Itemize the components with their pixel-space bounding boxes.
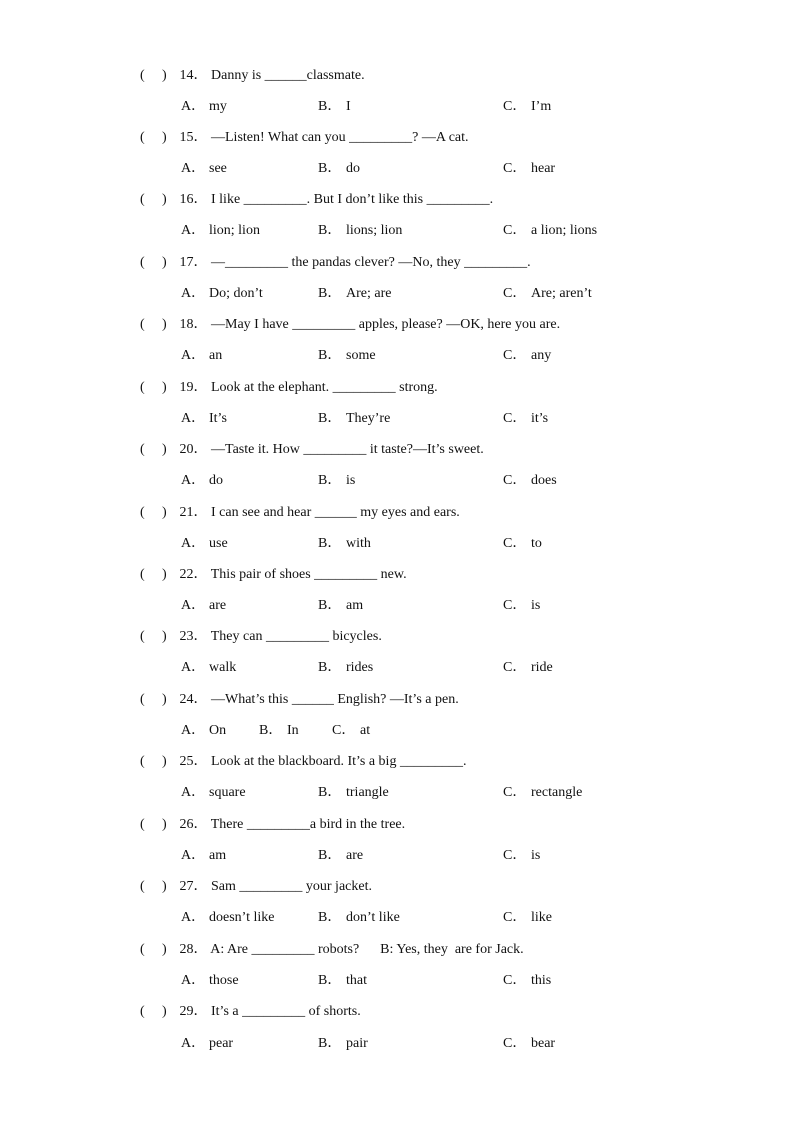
- answer-paren-close: ): [162, 629, 167, 644]
- option-b: [259, 721, 299, 741]
- option-a: [181, 658, 236, 678]
- question-21: [0, 503, 794, 565]
- option-letter: B．: [318, 848, 342, 863]
- answer-paren-close: ): [162, 442, 167, 457]
- question-stem: [140, 690, 459, 710]
- option-text: I: [346, 99, 351, 114]
- option-letter: A．: [181, 973, 206, 988]
- option-letter: A．: [181, 536, 206, 551]
- option-text: On: [209, 723, 227, 738]
- option-text: are: [209, 598, 227, 613]
- question-number: 21．: [179, 505, 208, 520]
- option-text: do: [346, 161, 360, 176]
- answer-paren-open: (: [140, 380, 145, 395]
- question-stem: [140, 128, 469, 148]
- option-b: [318, 284, 391, 304]
- option-letter: A．: [181, 161, 206, 176]
- option-a: [181, 1034, 233, 1054]
- question-number: 28．: [179, 942, 208, 957]
- option-letter: A．: [181, 910, 206, 925]
- option-text: pear: [209, 1036, 234, 1051]
- question-number: 25．: [179, 754, 208, 769]
- option-letter: C．: [503, 348, 527, 363]
- option-c: [503, 658, 553, 678]
- option-b: [318, 1034, 368, 1054]
- option-text: it’s: [531, 411, 549, 426]
- question-number: 16．: [179, 192, 208, 207]
- answer-paren-open: (: [140, 68, 145, 83]
- option-a: [181, 596, 226, 616]
- option-c: [503, 596, 540, 616]
- question-text: —_________ the pandas clever? —No, they _________.: [211, 255, 531, 270]
- option-text: use: [209, 536, 228, 551]
- option-text: am: [209, 848, 227, 863]
- question-text: I like _________. But I don’t like this _________.: [211, 192, 494, 207]
- question-number: 26．: [179, 817, 208, 832]
- option-text: rides: [346, 660, 374, 675]
- question-stem: [140, 1002, 361, 1022]
- option-text: triangle: [346, 785, 389, 800]
- question-number: 19．: [179, 380, 208, 395]
- option-text: ride: [531, 660, 553, 675]
- option-letter: C．: [503, 536, 527, 551]
- question-stem: [140, 378, 438, 398]
- question-17: [0, 253, 794, 315]
- option-text: bear: [531, 1036, 556, 1051]
- question-number: 29．: [179, 1004, 208, 1019]
- option-letter: C．: [503, 286, 527, 301]
- option-c: [503, 908, 552, 928]
- option-b: [318, 409, 390, 429]
- option-letter: B．: [318, 161, 342, 176]
- option-a: [181, 846, 226, 866]
- question-text: Look at the elephant. _________ strong.: [211, 380, 438, 395]
- option-c: [503, 159, 555, 179]
- question-text: —May I have _________ apples, please? —OK, here you are.: [211, 317, 561, 332]
- option-letter: A．: [181, 223, 206, 238]
- question-stem: [140, 565, 407, 585]
- question-stem: [140, 877, 372, 897]
- option-text: some: [346, 348, 376, 363]
- option-b: [318, 159, 360, 179]
- option-text: rectangle: [531, 785, 583, 800]
- option-c: [503, 284, 592, 304]
- question-18: [0, 315, 794, 377]
- question-stem: [140, 503, 460, 523]
- answer-paren-close: ): [162, 255, 167, 270]
- question-text: There _________a bird in the tree.: [210, 817, 406, 832]
- option-text: is: [346, 473, 356, 488]
- answer-paren-close: ): [162, 505, 167, 520]
- option-text: like: [531, 910, 552, 925]
- answer-paren-close: ): [162, 567, 167, 582]
- option-letter: A．: [181, 99, 206, 114]
- option-c: [503, 471, 557, 491]
- option-letter: A．: [181, 473, 206, 488]
- option-text: pair: [346, 1036, 368, 1051]
- option-text: my: [209, 99, 227, 114]
- option-a: [181, 783, 246, 803]
- option-text: They’re: [346, 411, 391, 426]
- question-number: 23．: [179, 629, 208, 644]
- option-c: [503, 971, 551, 991]
- question-24: [0, 690, 794, 752]
- question-15: [0, 128, 794, 190]
- option-text: a lion; lions: [531, 223, 598, 238]
- option-b: [318, 97, 351, 117]
- option-letter: B．: [318, 223, 342, 238]
- question-stem: [140, 66, 365, 86]
- option-letter: A．: [181, 348, 206, 363]
- answer-paren-open: (: [140, 567, 145, 582]
- option-letter: C．: [503, 161, 527, 176]
- option-letter: B．: [318, 785, 342, 800]
- question-number: 24．: [179, 692, 208, 707]
- question-text: A: Are _________ robots? B: Yes, they are for Jack.: [210, 942, 524, 957]
- option-text: does: [531, 473, 557, 488]
- option-b: [318, 783, 389, 803]
- answer-paren-open: (: [140, 879, 145, 894]
- option-c: [503, 846, 540, 866]
- question-stem: [140, 940, 524, 960]
- option-text: I’m: [531, 99, 552, 114]
- question-16: [0, 190, 794, 252]
- option-c: [332, 721, 370, 741]
- option-letter: A．: [181, 286, 206, 301]
- option-text: doesn’t like: [209, 910, 275, 925]
- option-letter: C．: [332, 723, 356, 738]
- question-22: [0, 565, 794, 627]
- option-a: [181, 534, 228, 554]
- option-letter: B．: [318, 411, 342, 426]
- question-23: [0, 627, 794, 689]
- option-letter: B．: [318, 99, 342, 114]
- option-text: do: [209, 473, 223, 488]
- option-letter: C．: [503, 848, 527, 863]
- answer-paren-close: ): [162, 192, 167, 207]
- option-letter: A．: [181, 848, 206, 863]
- question-number: 20．: [179, 442, 208, 457]
- question-text: I can see and hear ______ my eyes and ears.: [211, 505, 460, 520]
- answer-paren-open: (: [140, 130, 145, 145]
- option-c: [503, 97, 551, 117]
- option-letter: A．: [181, 785, 206, 800]
- option-letter: C．: [503, 973, 527, 988]
- option-c: [503, 409, 548, 429]
- answer-paren-open: (: [140, 255, 145, 270]
- option-letter: B．: [318, 286, 342, 301]
- question-number: 22．: [179, 567, 208, 582]
- option-letter: B．: [318, 910, 342, 925]
- option-text: square: [209, 785, 246, 800]
- option-letter: A．: [181, 723, 206, 738]
- option-text: this: [531, 973, 552, 988]
- option-c: [503, 783, 582, 803]
- option-a: [181, 159, 227, 179]
- option-letter: C．: [503, 223, 527, 238]
- question-stem: [140, 253, 531, 273]
- option-a: [181, 409, 227, 429]
- question-27: [0, 877, 794, 939]
- option-text: Are; aren’t: [531, 286, 592, 301]
- option-b: [318, 596, 363, 616]
- question-19: [0, 378, 794, 440]
- answer-paren-open: (: [140, 817, 145, 832]
- question-text: —Taste it. How _________ it taste?—It’s sweet.: [211, 442, 484, 457]
- question-stem: [140, 752, 466, 772]
- option-a: [181, 971, 239, 991]
- option-a: [181, 471, 223, 491]
- question-number: 15．: [179, 130, 208, 145]
- option-letter: B．: [318, 598, 342, 613]
- option-text: hear: [531, 161, 556, 176]
- answer-paren-close: ): [162, 1004, 167, 1019]
- option-a: [181, 97, 227, 117]
- option-text: those: [209, 973, 239, 988]
- question-text: It’s a _________ of shorts.: [211, 1004, 361, 1019]
- option-letter: A．: [181, 598, 206, 613]
- option-a: [181, 221, 260, 241]
- option-b: [318, 221, 402, 241]
- option-c: [503, 346, 551, 366]
- question-text: —Listen! What can you _________? —A cat.: [211, 130, 469, 145]
- answer-paren-open: (: [140, 942, 145, 957]
- question-stem: [140, 440, 484, 460]
- answer-paren-open: (: [140, 754, 145, 769]
- question-20: [0, 440, 794, 502]
- option-letter: C．: [503, 785, 527, 800]
- question-text: Look at the blackboard. It’s a big _________.: [211, 754, 467, 769]
- answer-paren-open: (: [140, 317, 145, 332]
- answer-paren-close: ): [162, 68, 167, 83]
- option-text: don’t like: [346, 910, 400, 925]
- option-c: [503, 221, 597, 241]
- option-letter: C．: [503, 1036, 527, 1051]
- answer-paren-close: ): [162, 380, 167, 395]
- option-text: Do; don’t: [209, 286, 263, 301]
- option-letter: B．: [259, 723, 283, 738]
- option-b: [318, 471, 355, 491]
- option-b: [318, 346, 376, 366]
- answer-paren-open: (: [140, 629, 145, 644]
- option-b: [318, 534, 371, 554]
- option-text: are: [346, 848, 364, 863]
- option-text: lion; lion: [209, 223, 260, 238]
- option-letter: B．: [318, 973, 342, 988]
- option-text: an: [209, 348, 223, 363]
- answer-paren-close: ): [162, 879, 167, 894]
- option-c: [503, 534, 542, 554]
- question-stem: [140, 190, 493, 210]
- option-text: with: [346, 536, 371, 551]
- option-text: is: [531, 848, 541, 863]
- question-text: Danny is ______classmate.: [211, 68, 365, 83]
- option-text: am: [346, 598, 364, 613]
- option-letter: A．: [181, 660, 206, 675]
- question-number: 17．: [179, 255, 208, 270]
- option-text: at: [360, 723, 371, 738]
- option-a: [181, 721, 226, 741]
- option-b: [318, 908, 400, 928]
- answer-paren-open: (: [140, 692, 145, 707]
- option-a: [181, 346, 222, 366]
- answer-paren-close: ): [162, 317, 167, 332]
- question-stem: [140, 627, 382, 647]
- question-text: This pair of shoes _________ new.: [210, 567, 407, 582]
- option-letter: B．: [318, 473, 342, 488]
- question-26: [0, 815, 794, 877]
- question-stem: [140, 315, 560, 335]
- question-stem: [140, 815, 405, 835]
- question-29: [0, 1002, 794, 1064]
- option-letter: B．: [318, 348, 342, 363]
- option-text: Are; are: [346, 286, 392, 301]
- option-letter: A．: [181, 1036, 206, 1051]
- question-25: [0, 752, 794, 814]
- option-text: to: [531, 536, 542, 551]
- answer-paren-open: (: [140, 442, 145, 457]
- option-text: that: [346, 973, 367, 988]
- option-text: any: [531, 348, 552, 363]
- option-letter: C．: [503, 411, 527, 426]
- answer-paren-close: ): [162, 817, 167, 832]
- option-b: [318, 658, 373, 678]
- option-text: see: [209, 161, 227, 176]
- option-text: lions; lion: [346, 223, 403, 238]
- question-text: They can _________ bicycles.: [210, 629, 382, 644]
- option-text: It’s: [209, 411, 227, 426]
- option-letter: B．: [318, 536, 342, 551]
- answer-paren-close: ): [162, 130, 167, 145]
- question-number: 18．: [179, 317, 208, 332]
- question-text: —What’s this ______ English? —It’s a pen.: [211, 692, 459, 707]
- question-number: 14．: [179, 68, 208, 83]
- option-c: [503, 1034, 555, 1054]
- answer-paren-open: (: [140, 505, 145, 520]
- option-b: [318, 846, 363, 866]
- question-number: 27．: [179, 879, 208, 894]
- answer-paren-open: (: [140, 192, 145, 207]
- option-letter: B．: [318, 1036, 342, 1051]
- option-a: [181, 908, 274, 928]
- option-letter: C．: [503, 473, 527, 488]
- option-letter: C．: [503, 660, 527, 675]
- option-text: is: [531, 598, 541, 613]
- answer-paren-close: ): [162, 692, 167, 707]
- answer-paren-close: ): [162, 754, 167, 769]
- option-a: [181, 284, 263, 304]
- option-text: In: [287, 723, 299, 738]
- option-b: [318, 971, 367, 991]
- option-letter: C．: [503, 99, 527, 114]
- option-letter: A．: [181, 411, 206, 426]
- option-letter: B．: [318, 660, 342, 675]
- answer-paren-close: ): [162, 942, 167, 957]
- option-letter: C．: [503, 910, 527, 925]
- option-text: walk: [209, 660, 237, 675]
- question-28: [0, 940, 794, 1002]
- question-14: [0, 66, 794, 128]
- answer-paren-open: (: [140, 1004, 145, 1019]
- option-letter: C．: [503, 598, 527, 613]
- question-text: Sam _________ your jacket.: [211, 879, 372, 894]
